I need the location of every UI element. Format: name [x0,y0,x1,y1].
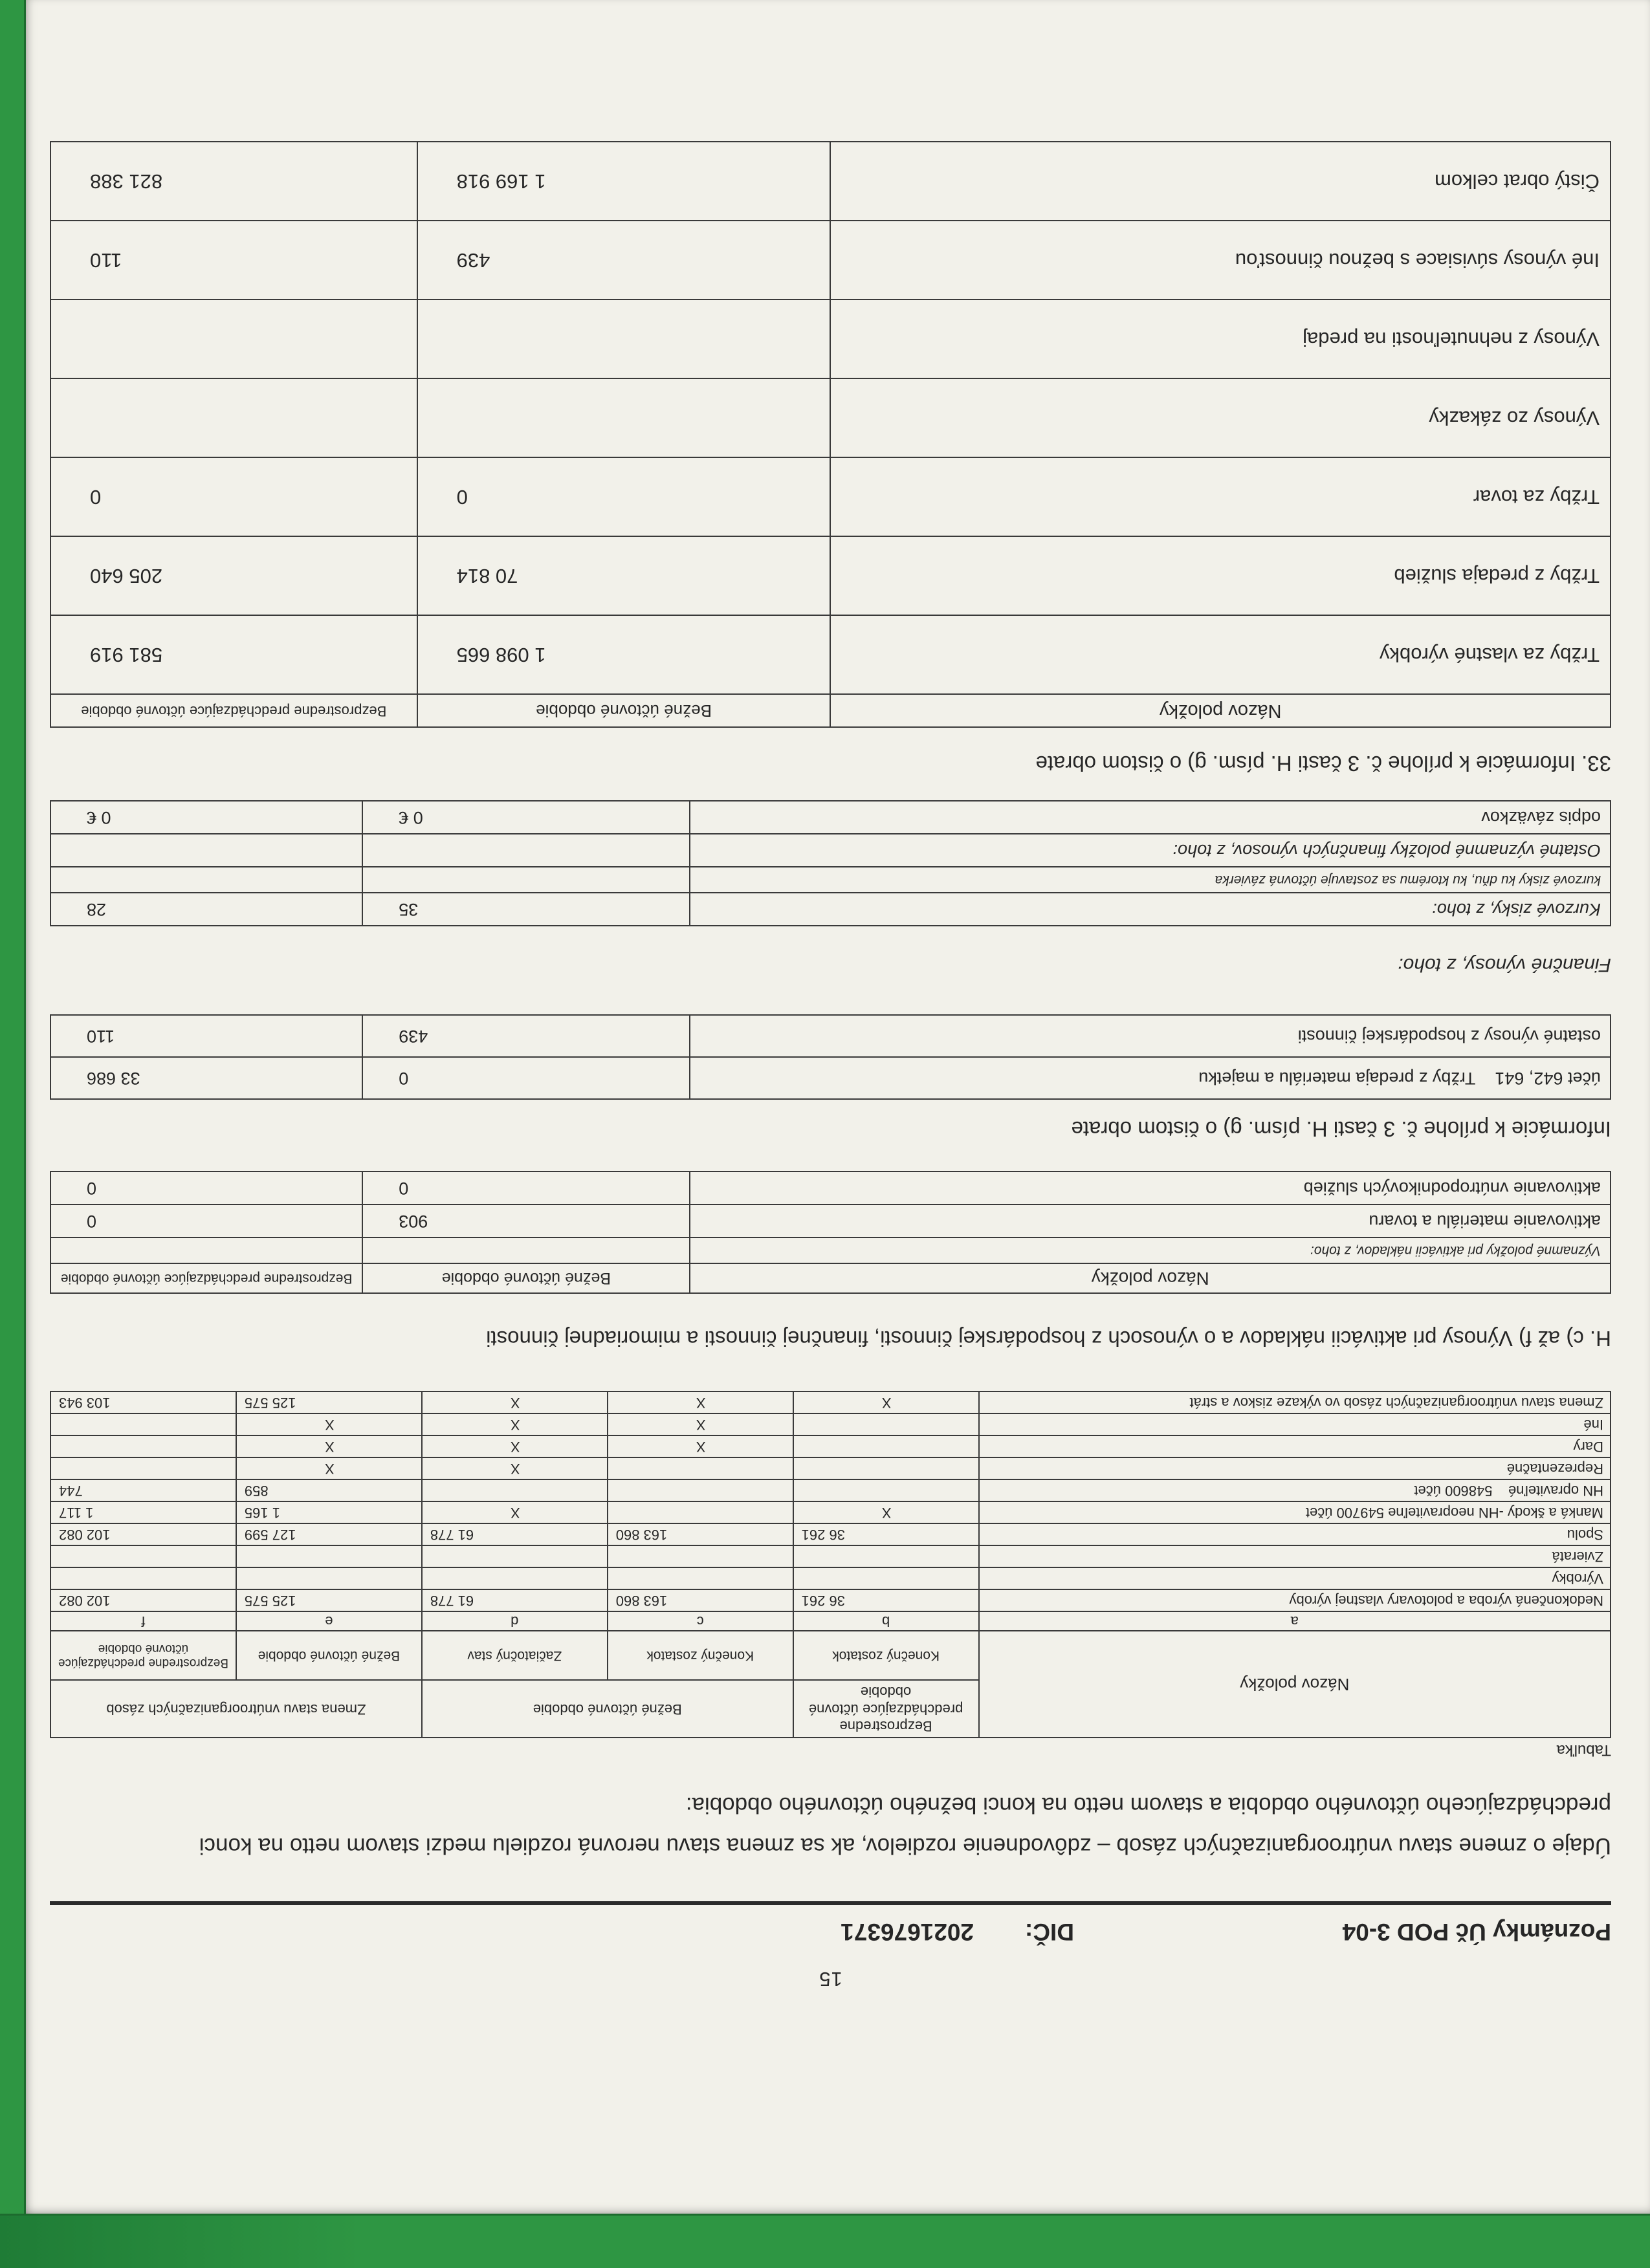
row-value: 110 [50,1015,362,1057]
dic-value: 2021676371 [841,1919,974,1945]
col-letter-b: b [793,1611,979,1631]
row-label: Iné [979,1413,1611,1435]
row-value: 110 [50,221,417,300]
col-letter-c: c [608,1611,793,1631]
row-value [793,1479,979,1501]
table-row [50,1057,1611,1099]
page-number: 15 [819,1968,842,1990]
row-value: 0 € [362,801,690,834]
table-row [50,378,1611,457]
row-value: X [608,1413,793,1435]
row-value: 70 814 [417,536,831,615]
row-value: 0 [417,457,831,536]
subheader-predchadzajuce-obdobie: Bezprostredne predchádzajúce účtovné obdobie [50,1631,236,1680]
table-row [50,300,1611,378]
col-header-predchadzajuce-obdobie: Bezprostredne predchádzajúce účtovné obdobie [50,1263,362,1293]
row-value: 61 778 [422,1523,608,1545]
row-value [236,1567,422,1589]
row-label: Zmena stavu vnútroorganizačných zásob vo výkaze ziskov a strát [979,1391,1611,1413]
row-value: 61 778 [422,1589,608,1611]
page-header [50,1915,1611,1945]
form-title: Poznámky Úč POD 3-04 [1342,1919,1611,1945]
row-value: 0 [50,457,417,536]
row-value: 36 261 [793,1589,979,1611]
row-label: Manká a škody -HN neopraviteľne 549700 účet [979,1501,1611,1523]
column-letters-row [50,1611,1611,1631]
financial-income-table [50,800,1611,926]
row-value: 102 082 [50,1589,236,1611]
row-label: účet 642, 641 Tržby z predaja materiálu a majetku [690,1057,1611,1099]
table-row [50,867,1611,893]
row-label: Výnosy z nehnuteľnosti na predaj [831,300,1611,378]
col-header-predchadzajuce-obdobie: Bezprostredne predchádzajúce účtovné obdobie [793,1680,979,1738]
row-value [50,1435,236,1457]
row-value [793,1413,979,1435]
table-row [50,457,1611,536]
row-label: Reprezentačné [979,1457,1611,1479]
table-row [50,1205,1611,1238]
row-value: X [422,1501,608,1523]
table-row [50,615,1611,694]
row-value [50,1457,236,1479]
row-value [362,1238,690,1263]
row-value: 36 261 [793,1523,979,1545]
table-row [50,1391,1611,1413]
row-value [50,1545,236,1567]
row-value [50,1238,362,1263]
row-value [793,1457,979,1479]
row-value: 439 [417,221,831,300]
col-letter-f: f [50,1611,236,1631]
table-row [50,142,1611,221]
section-33-heading: 33. Informácie k prílohe č. 3 časti H. písm. g) o čistom obrate [1035,751,1611,776]
other-income-table [50,1014,1611,1100]
row-value: 205 640 [50,536,417,615]
table-row [50,1589,1611,1611]
row-value: 125 575 [236,1589,422,1611]
row-value: X [608,1391,793,1413]
row-label: Tržby z predaja služieb [831,536,1611,615]
row-label: Nedokončená výroba a polotovary vlastnej výroby [979,1589,1611,1611]
row-value [793,1435,979,1457]
row-value [50,378,417,457]
row-value: 103 943 [50,1391,236,1413]
row-value [608,1567,793,1589]
table-row [50,1238,1611,1263]
inventory-change-table-body [50,1391,1611,1611]
table-row [50,1172,1611,1205]
row-value: 163 860 [608,1589,793,1611]
row-label: Iné výnosy súvisiace s bežnou činnosťou [831,221,1611,300]
header-rule [50,1901,1611,1905]
row-value: 903 [362,1205,690,1238]
subheader-zaciatocny-stav: Začiatočný stav [422,1631,608,1680]
table-row [50,1567,1611,1589]
table-row [50,221,1611,300]
row-value: X [236,1435,422,1457]
activation-income-table [50,1171,1611,1294]
net-turnover-info-heading: Informácie k prílohe č. 3 časti H. písm. g) o čistom obrate [1071,1117,1611,1141]
row-label: ostatné výnosy z hospodárskej činnosti [690,1015,1611,1057]
table-row [50,1479,1611,1501]
row-value: 821 388 [50,142,417,221]
table-row [50,536,1611,615]
row-label: Výnosy zo zákazky [831,378,1611,457]
row-value [608,1479,793,1501]
table-row [50,801,1611,834]
row-value [50,867,362,893]
col-letter-e: e [236,1611,422,1631]
inventory-change-table [50,1391,1611,1738]
table-row [50,1435,1611,1457]
table-row [50,1501,1611,1523]
row-label: Tržby za vlastné výrobky [831,615,1611,694]
subheader-bezne-obdobie: Bežné účtovné obdobie [236,1631,422,1680]
row-value: 1 098 665 [417,615,831,694]
row-value: 744 [50,1479,236,1501]
row-value [417,300,831,378]
row-label: Významné položky pri aktivácii nákladov, z toho: [690,1238,1611,1263]
document-sheet-rotated-180 [26,0,1650,2214]
dic-label: DIČ: [1024,1919,1074,1945]
row-label: Ostatné významné položky finančných výnosov, z toho: [690,834,1611,867]
col-header-nazov-polozky: Názov položky [690,1263,1611,1293]
row-label: Dary [979,1435,1611,1457]
row-label: Kurzové zisky, z toho: [690,893,1611,926]
row-value: 0 [362,1057,690,1099]
row-value [608,1545,793,1567]
col-header-bezne-obdobie: Bežné účtovné obdobie [362,1263,690,1293]
row-label: Spolu [979,1523,1611,1545]
subheader-konecny-zostatok-c: Konečný zostatok [608,1631,793,1680]
row-value [422,1479,608,1501]
row-value [608,1501,793,1523]
row-value [608,1457,793,1479]
row-value [50,300,417,378]
row-value: X [422,1391,608,1413]
section-h-heading: H. c) až f) Výnosy pri aktivácii nákladov a o výnosoch z hospodárskej činnosti, finančnej činnosti a mimoriadnej činnosti [486,1326,1611,1351]
col-letter-d: d [422,1611,608,1631]
row-value: 33 686 [50,1057,362,1099]
row-value [422,1567,608,1589]
row-label: Tržby za tovar [831,457,1611,536]
row-label: HN opraviteľné 548600 účet [979,1479,1611,1501]
col-header-zmena-stavu: Zmena stavu vnútroorganizačných zásob [50,1680,422,1738]
table-row [50,834,1611,867]
net-turnover-table [50,141,1611,728]
row-value: 1 169 918 [417,142,831,221]
table-row [50,1457,1611,1479]
row-value: 163 860 [608,1523,793,1545]
row-label: odpis záväzkov [690,801,1611,834]
row-value [793,1545,979,1567]
table-row [50,1523,1611,1545]
row-value: 102 082 [50,1523,236,1545]
row-value: 35 [362,893,690,926]
row-value [793,1567,979,1589]
row-value [50,1413,236,1435]
row-value: X [793,1391,979,1413]
row-value: X [422,1435,608,1457]
table-header-row [50,1263,1611,1293]
row-value: 439 [362,1015,690,1057]
row-label: Výrobky [979,1567,1611,1589]
col-header-bezne-obdobie: Bežné účtovné obdobie [417,694,831,727]
row-value: 581 919 [50,615,417,694]
row-label: Čistý obrat celkom [831,142,1611,221]
financial-income-table-body [50,801,1611,926]
table-row [50,1413,1611,1435]
row-value: 1 117 [50,1501,236,1523]
row-value [236,1545,422,1567]
table-header-row [50,694,1611,727]
row-value: 28 [50,893,362,926]
row-value: 0 € [50,801,362,834]
table-row [50,1015,1611,1057]
row-value: X [236,1413,422,1435]
row-label: aktivovanie vnútropodnikových služieb [690,1172,1611,1205]
col-header-bezne-obdobie: Bežné účtovné obdobie [422,1680,793,1738]
row-value: X [236,1457,422,1479]
scanner-edge-left [0,0,26,2268]
col-header-predchadzajuce-obdobie: Bezprostredne predchádzajúce účtovné obdobie [50,694,417,727]
row-value: 1 165 [236,1501,422,1523]
table-row [50,893,1611,926]
row-value [362,867,690,893]
scanned-page [26,0,1650,2214]
table-caption: Tabuľka [1556,1741,1611,1759]
activation-income-table-body [50,1172,1611,1263]
col-header-nazov-polozky: Názov položky [831,694,1611,727]
row-value [417,378,831,457]
row-value: 859 [236,1479,422,1501]
table-row [50,1545,1611,1567]
table-header-row [50,1680,1611,1738]
col-header-nazov-polozky: Názov položky [979,1631,1611,1738]
other-income-table-body [50,1015,1611,1099]
row-value: 0 [362,1172,690,1205]
row-value: X [422,1413,608,1435]
row-value: 127 599 [236,1523,422,1545]
row-value [362,834,690,867]
row-value: 0 [50,1172,362,1205]
row-value: 0 [50,1205,362,1238]
row-value: 125 575 [236,1391,422,1413]
subheader-konecny-zostatok-b: Konečný zostatok [793,1631,979,1680]
row-value [50,834,362,867]
col-letter-a: a [979,1611,1611,1631]
row-value: X [422,1457,608,1479]
row-label: kurzové zisky ku dňu, ku ktorému sa zostavuje účtovná závierka [690,867,1611,893]
row-label: Zvieratá [979,1545,1611,1567]
scanner-edge-bottom [0,2214,1650,2268]
net-turnover-table-body [50,142,1611,694]
row-value [422,1545,608,1567]
row-label: aktivovanie materiálu a tovaru [690,1205,1611,1238]
row-value: X [793,1501,979,1523]
row-value [50,1567,236,1589]
intro-paragraph: Údaje o zmene stavu vnútroorganizačných zásob – zdôvodnenie rozdielov, ak sa zmena stavu nerovná rozdielu medzi stavom netto na konci predchádzajúceho účtovného obdobia a stavom netto na konci bežného účtovného obdobia: [199,1793,1611,1859]
financial-income-heading: Finančné výnosy, z toho: [1398,954,1611,976]
row-value: X [608,1435,793,1457]
